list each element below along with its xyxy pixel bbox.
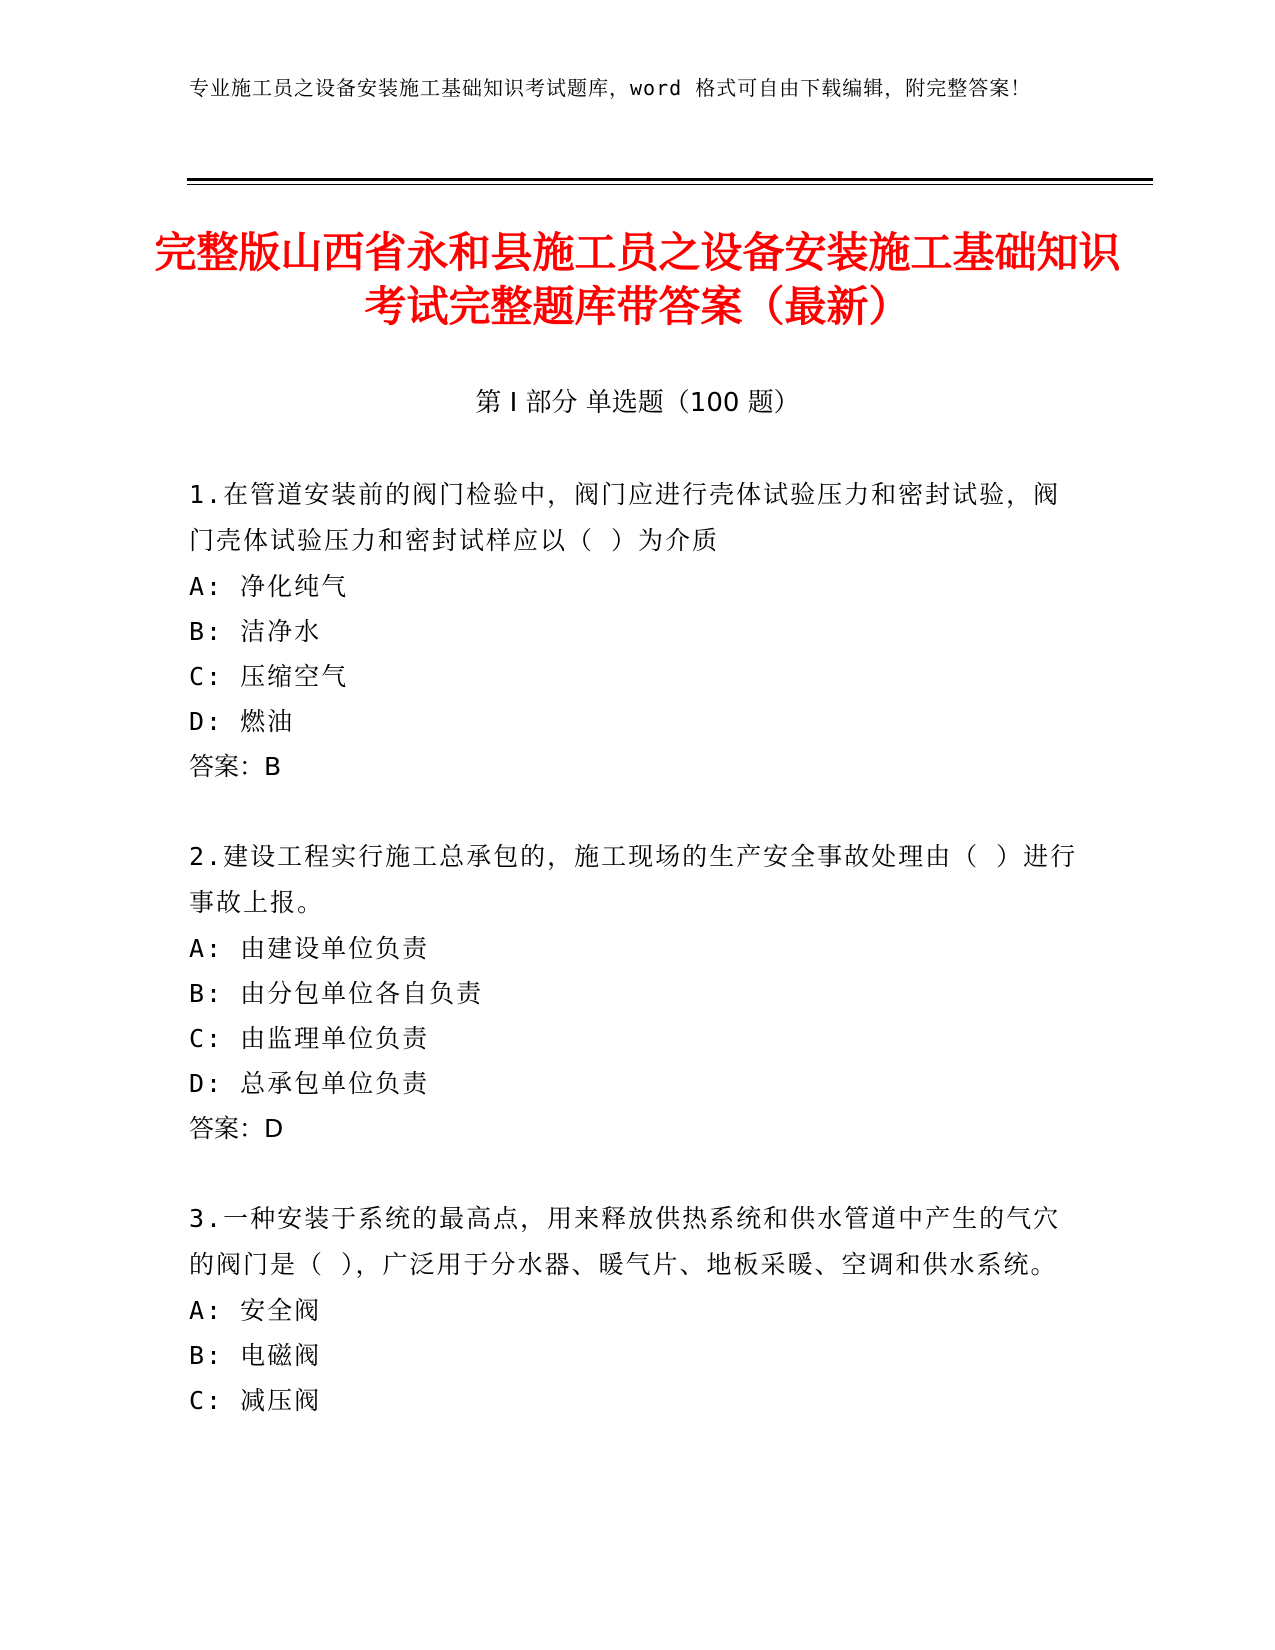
option-c: C: 减压阀 bbox=[189, 1386, 322, 1415]
option-d: D: 燃油 bbox=[189, 707, 295, 736]
question-list bbox=[189, 472, 1079, 1467]
option-b: B: 电磁阀 bbox=[189, 1341, 322, 1370]
option-c: C: 由监理单位负责 bbox=[189, 1024, 430, 1053]
option-c: C: 压缩空气 bbox=[189, 662, 349, 691]
option-a: A: 安全阀 bbox=[189, 1296, 322, 1325]
question-2 bbox=[189, 834, 1079, 1152]
header-rule-thin bbox=[187, 184, 1153, 185]
question-text: 3.一种安装于系统的最高点，用来释放供热系统和供水管道中产生的气穴的阀门是（ ），广泛用于分水器、暖气片、地板采暖、空调和供水系统。 bbox=[189, 1204, 1061, 1279]
document-title: 完整版山西省永和县施工员之设备安装施工基础知识考试完整题库带答案（最新） bbox=[154, 228, 1121, 331]
section-heading: 第 I 部分 单选题（100 题） bbox=[475, 388, 800, 418]
option-b: B: 洁净水 bbox=[189, 617, 322, 646]
question-1 bbox=[189, 472, 1079, 790]
option-a: A: 由建设单位负责 bbox=[189, 934, 430, 963]
option-b: B: 由分包单位各自负责 bbox=[189, 979, 484, 1008]
answer-text: 答案：D bbox=[189, 1114, 284, 1143]
option-a: A: 净化纯气 bbox=[189, 572, 349, 601]
header-note: 专业施工员之设备安装施工基础知识考试题库，word 格式可自由下载编辑，附完整答案！ bbox=[189, 76, 1032, 100]
question-text: 2.建设工程实行施工总承包的，施工现场的生产安全事故处理由（ ）进行事故上报。 bbox=[189, 842, 1078, 917]
answer-text: 答案：B bbox=[189, 752, 282, 781]
header-rule-thick bbox=[187, 178, 1153, 181]
option-d: D: 总承包单位负责 bbox=[189, 1069, 430, 1098]
question-text: 1.在管道安装前的阀门检验中，阀门应进行壳体试验压力和密封试验，阀门壳体试验压力和密封试样应以（ ）为介质 bbox=[189, 480, 1061, 555]
question-3 bbox=[189, 1196, 1079, 1423]
